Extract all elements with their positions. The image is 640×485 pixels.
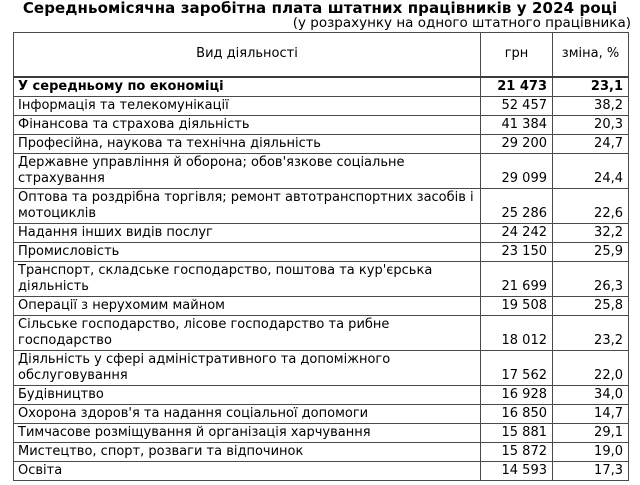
table-row	[14, 96, 629, 115]
uah-cell: 25 286	[481, 188, 553, 223]
table-row	[14, 423, 629, 442]
table-row	[14, 442, 629, 461]
activity-cell: Професійна, наукова та технічна діяльність	[14, 134, 481, 153]
column-header-change: зміна, %	[553, 33, 629, 77]
table-row	[14, 261, 629, 296]
uah-cell: 15 872	[481, 442, 553, 461]
change-cell: 23,2	[553, 315, 629, 350]
change-cell: 26,3	[553, 261, 629, 296]
change-cell: 17,3	[553, 461, 629, 480]
uah-cell: 23 150	[481, 242, 553, 261]
summary-row	[14, 77, 629, 97]
uah-cell: 19 508	[481, 296, 553, 315]
column-header-uah: грн	[481, 33, 553, 77]
table-row	[14, 296, 629, 315]
uah-cell: 52 457	[481, 96, 553, 115]
uah-cell: 24 242	[481, 223, 553, 242]
table-row	[14, 115, 629, 134]
activity-cell: Тимчасове розміщування й організація харчування	[14, 423, 481, 442]
change-cell: 25,9	[553, 242, 629, 261]
uah-cell: 15 881	[481, 423, 553, 442]
table-row	[14, 223, 629, 242]
activity-cell: Операції з нерухомим майном	[14, 296, 481, 315]
activity-cell: Інформація та телекомунікації	[14, 96, 481, 115]
activity-cell: Освіта	[14, 461, 481, 480]
column-header-activity: Вид діяльності	[14, 33, 481, 77]
change-cell: 32,2	[553, 223, 629, 242]
table-row	[14, 153, 629, 188]
activity-cell: Діяльність у сфері адміністративного та допоміжного обслуговування	[14, 350, 481, 385]
activity-cell: У середньому по економіці	[14, 77, 481, 97]
change-cell: 19,0	[553, 442, 629, 461]
table-row	[14, 350, 629, 385]
activity-cell: Державне управління й оборона; обов'язкове соціальне страхування	[14, 153, 481, 188]
uah-cell: 29 200	[481, 134, 553, 153]
table-row	[14, 461, 629, 480]
change-cell: 23,1	[553, 77, 629, 97]
change-cell: 22,0	[553, 350, 629, 385]
change-cell: 20,3	[553, 115, 629, 134]
change-cell: 22,6	[553, 188, 629, 223]
uah-cell: 17 562	[481, 350, 553, 385]
activity-cell: Охорона здоров'я та надання соціальної допомоги	[14, 404, 481, 423]
uah-cell: 16 928	[481, 385, 553, 404]
table-row	[14, 134, 629, 153]
table-row	[14, 404, 629, 423]
uah-cell: 41 384	[481, 115, 553, 134]
uah-cell: 14 593	[481, 461, 553, 480]
table-row	[14, 315, 629, 350]
change-cell: 14,7	[553, 404, 629, 423]
change-cell: 25,8	[553, 296, 629, 315]
uah-cell: 16 850	[481, 404, 553, 423]
salary-table	[13, 32, 629, 481]
table-row	[14, 385, 629, 404]
table-row	[14, 188, 629, 223]
activity-cell: Мистецтво, спорт, розваги та відпочинок	[14, 442, 481, 461]
uah-cell: 29 099	[481, 153, 553, 188]
activity-cell: Будівництво	[14, 385, 481, 404]
activity-cell: Транспорт, складське господарство, поштова та кур'єрська діяльність	[14, 261, 481, 296]
uah-cell: 18 012	[481, 315, 553, 350]
activity-cell: Фінансова та страхова діяльність	[14, 115, 481, 134]
table-row	[14, 242, 629, 261]
uah-cell: 21 699	[481, 261, 553, 296]
activity-cell: Надання інших видів послуг	[14, 223, 481, 242]
change-cell: 24,4	[553, 153, 629, 188]
change-cell: 34,0	[553, 385, 629, 404]
activity-cell: Оптова та роздрібна торгівля; ремонт автотранспортних засобів і мотоциклів	[14, 188, 481, 223]
uah-cell: 21 473	[481, 77, 553, 97]
change-cell: 29,1	[553, 423, 629, 442]
page-subtitle: (у розрахунку на одного штатного працівника)	[292, 15, 631, 31]
page-title: Середньомісячна заробітна плата штатних працівників у 2024 році	[22, 0, 618, 17]
change-cell: 38,2	[553, 96, 629, 115]
activity-cell: Сільське господарство, лісове господарство та рибне господарство	[14, 315, 481, 350]
activity-cell: Промисловість	[14, 242, 481, 261]
header-row	[14, 33, 629, 77]
change-cell: 24,7	[553, 134, 629, 153]
